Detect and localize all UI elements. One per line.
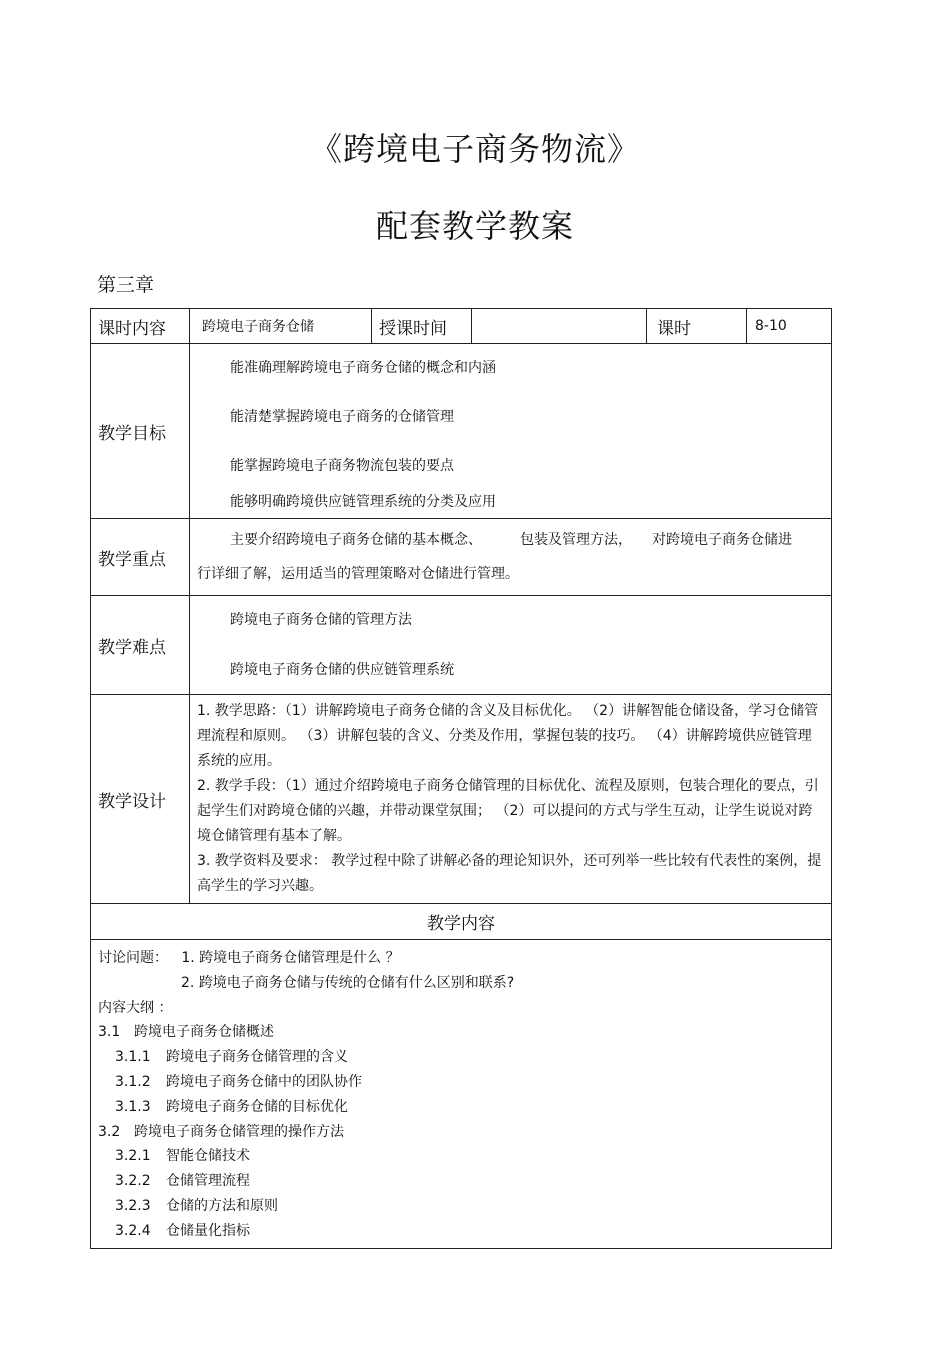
- focus-text: [190, 519, 832, 596]
- difficulties-row: [91, 596, 832, 695]
- chapter-heading: 第三章: [97, 274, 155, 296]
- outline-text: 仓储管理流程: [166, 1173, 250, 1190]
- outline-number: 3.1.3: [115, 1098, 151, 1115]
- outline-text: 跨境电子商务仓储概述: [134, 1024, 274, 1041]
- outline-text: 跨境电子商务仓储的目标优化: [166, 1098, 348, 1115]
- outline-item: [98, 1045, 831, 1070]
- label-teaching-time: 授课时间: [372, 309, 472, 344]
- label-teaching-goals: 教学目标: [91, 344, 190, 519]
- goal-item: 能清楚掌握跨境电子商务的仓储管理: [230, 409, 454, 425]
- teaching-content-heading: 教学内容: [91, 904, 832, 940]
- focus-text-part: 对跨境电子商务仓储进: [652, 532, 792, 548]
- focus-text-part: 行详细了解，运用适当的管理策略对仓储进行管理。: [197, 566, 519, 582]
- focus-text-part: 包装及管理方法，: [520, 532, 632, 548]
- label-teaching-focus: 教学重点: [91, 519, 190, 596]
- content-heading-row: [91, 904, 832, 940]
- goal-item: 能准确理解跨境电子商务仓储的概念和内涵: [230, 360, 496, 376]
- outline-number: 3.2.3: [115, 1197, 151, 1214]
- design-text: [190, 695, 832, 904]
- design-paragraph-materials: 3. 教学资料及要求： 教学过程中除了讲解必备的理论知识外，还可列举一些比较有代表性的案例，提高学生的学习兴趣。: [197, 853, 822, 894]
- outline-item: [98, 1144, 831, 1169]
- class-hours-value: 8-10: [747, 309, 832, 344]
- outline-item: [98, 1095, 831, 1120]
- outline-number: 3.2.4: [115, 1222, 151, 1239]
- discussion-question: 1. 跨境电子商务仓储管理是什么 ？: [181, 950, 400, 966]
- outline-text: 跨境电子商务仓储中的团队协作: [166, 1073, 362, 1090]
- outline-text: 仓储量化指标: [166, 1222, 250, 1239]
- label-lesson-content: 课时内容: [91, 309, 190, 344]
- discussion-label: 讨论问题：: [98, 950, 168, 966]
- discussion-question: 2. 跨境电子商务仓储与传统的仓储有什么区别和联系?: [181, 974, 515, 991]
- document-subtitle: 配套教学教案: [375, 207, 574, 245]
- content-row: [91, 940, 832, 1249]
- outline-text: 跨境电子商务仓储管理的操作方法: [134, 1123, 344, 1140]
- difficulty-item: 跨境电子商务仓储的管理方法: [230, 612, 412, 628]
- outline-number: 3.2.2: [115, 1173, 151, 1190]
- teaching-content-body: [91, 940, 832, 1249]
- label-teaching-design: 教学设计: [91, 695, 190, 904]
- outline-item: [98, 1020, 831, 1045]
- difficulty-item: 跨境电子商务仓储的供应链管理系统: [230, 662, 454, 678]
- header-row: [91, 309, 832, 344]
- teaching-time-value: [472, 309, 647, 344]
- difficulties-list: [190, 596, 832, 695]
- document-title: 《跨境电子商务物流》: [309, 130, 640, 168]
- focus-row: [91, 519, 832, 596]
- discussion-q1-line: [98, 946, 831, 971]
- lesson-content-value: 跨境电子商务仓储: [190, 309, 372, 344]
- design-row: [91, 695, 832, 904]
- outline-text: 跨境电子商务仓储管理的含义: [166, 1049, 348, 1066]
- outline-number: 3.1.2: [115, 1073, 151, 1090]
- outline-text: 仓储的方法和原则: [166, 1197, 278, 1214]
- lesson-plan-table: [90, 308, 832, 1249]
- goals-row: [91, 344, 832, 519]
- outline-item: [98, 1070, 831, 1095]
- outline-number: 3.2.1: [115, 1148, 151, 1165]
- outline-item: [98, 1120, 831, 1145]
- goal-item: 能够明确跨境供应链管理系统的分类及应用: [230, 494, 496, 510]
- label-class-hours: 课时: [647, 309, 747, 344]
- outline-number: 3.1: [98, 1024, 121, 1041]
- outline-item: [98, 1194, 831, 1219]
- outline-number: 3.2: [98, 1123, 121, 1140]
- outline-item: [98, 1219, 831, 1244]
- design-paragraph-approach: 1. 教学思路：（1）讲解跨境电子商务仓储的含义及目标优化。 （2）讲解智能仓储设备，学习仓储管理流程和原则。 （3）讲解包装的含义、分类及作用，掌握包装的技巧。 （4）讲解跨境供应链管理系统的应用。: [197, 703, 819, 769]
- goals-list: [190, 344, 832, 519]
- focus-text-part: 主要介绍跨境电子商务仓储的基本概念、: [230, 532, 482, 548]
- label-teaching-difficulties: 教学难点: [91, 596, 190, 695]
- outline-number: 3.1.1: [115, 1049, 151, 1066]
- outline-label: 内容大纲 ：: [98, 999, 173, 1016]
- goal-item: 能掌握跨境电子商务物流包装的要点: [230, 458, 454, 474]
- design-paragraph-methods: 2. 教学手段：（1）通过介绍跨境电子商务仓储管理的目标优化、流程及原则，包装合理化的要点，引起学生们对跨境仓储的兴趣，并带动课堂氛围； （2）可以提问的方式与学生互动，让学生说说对跨境仓储管理有基本了解。: [197, 778, 819, 844]
- outline-text: 智能仓储技术: [166, 1148, 250, 1165]
- outline-item: [98, 1169, 831, 1194]
